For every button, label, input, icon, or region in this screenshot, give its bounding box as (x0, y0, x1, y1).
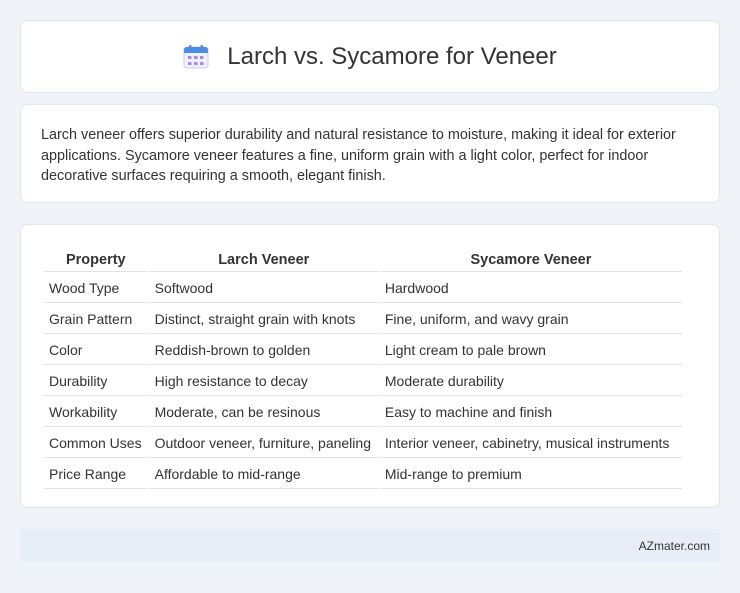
table-header-row (44, 247, 682, 272)
row-larch: Distinct, straight grain with knots (150, 305, 378, 334)
row-larch: Softwood (150, 274, 378, 303)
row-property: Workability (44, 398, 148, 427)
table-row (44, 336, 682, 365)
row-sycamore: Interior veneer, cabinetry, musical instruments (380, 429, 682, 458)
row-sycamore: Moderate durability (380, 367, 682, 396)
header-sycamore: Sycamore Veneer (380, 247, 682, 272)
summary-text: Larch veneer offers superior durability and natural resistance to moisture, making it ideal for exterior applications. Sycamore veneer features a fine, uniform grain with a light color, perfect for indoor decorative surfaces requiring a smooth, elegant finish. (41, 127, 676, 184)
row-property: Wood Type (44, 274, 148, 303)
comparison-table (42, 245, 684, 491)
table-row (44, 367, 682, 396)
table-row (44, 398, 682, 427)
row-larch: Outdoor veneer, furniture, paneling (150, 429, 378, 458)
title-card (20, 20, 720, 93)
row-sycamore: Light cream to pale brown (380, 336, 682, 365)
page-title: Larch vs. Sycamore for Veneer (227, 42, 557, 70)
calendar-icon (183, 44, 209, 70)
summary-card (20, 104, 720, 203)
row-larch: Moderate, can be resinous (150, 398, 378, 427)
row-property: Color (44, 336, 148, 365)
footer-bar (20, 529, 720, 562)
table-row (44, 305, 682, 334)
row-larch: Affordable to mid-range (150, 460, 378, 489)
row-sycamore: Fine, uniform, and wavy grain (380, 305, 682, 334)
comparison-table-card (20, 224, 720, 508)
title-row (183, 43, 556, 71)
row-property: Common Uses (44, 429, 148, 458)
row-property: Price Range (44, 460, 148, 489)
row-sycamore: Easy to machine and finish (380, 398, 682, 427)
table-row (44, 274, 682, 303)
row-larch: High resistance to decay (150, 367, 378, 396)
row-sycamore: Mid-range to premium (380, 460, 682, 489)
footer-site-link[interactable]: AZmater.com (638, 538, 710, 553)
table-row (44, 460, 682, 489)
row-larch: Reddish-brown to golden (150, 336, 378, 365)
header-property: Property (44, 247, 148, 272)
row-property: Durability (44, 367, 148, 396)
table-row (44, 429, 682, 458)
header-larch: Larch Veneer (150, 247, 378, 272)
row-property: Grain Pattern (44, 305, 148, 334)
row-sycamore: Hardwood (380, 274, 682, 303)
